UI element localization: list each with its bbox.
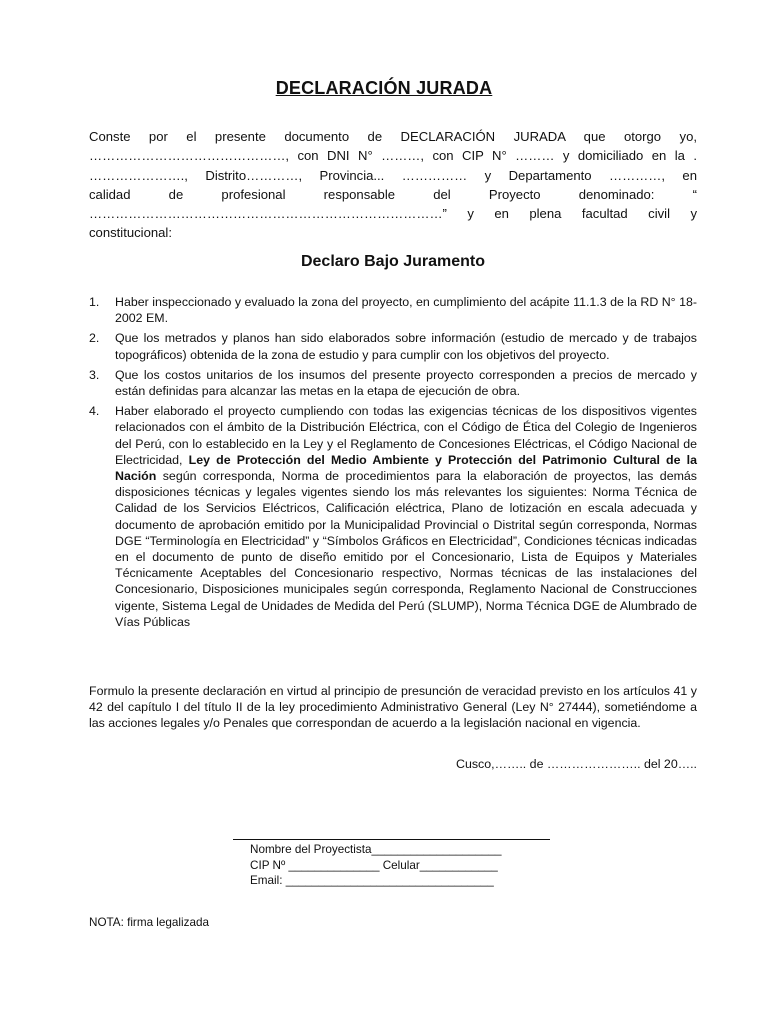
intro-line: calidad de profesional responsable del Proyecto denominado: “ <box>89 186 697 202</box>
document-title: DECLARACIÓN JURADA <box>275 78 493 98</box>
section-heading: Declaro Bajo Juramento <box>300 253 486 270</box>
list-item <box>89 403 697 630</box>
list-item <box>89 330 697 362</box>
list-item <box>89 367 697 399</box>
signer-email-field: Email: ________________________________ <box>250 874 494 887</box>
signature-block <box>250 842 550 889</box>
item-number: 1. <box>89 295 100 309</box>
declaration-list <box>89 294 697 634</box>
item-number: 2. <box>89 331 100 346</box>
intro-line: ………………………………………………………………………” y en plena facultad civil y <box>89 206 697 222</box>
intro-line: ………………………………………, con DNI N° ………, con CIP N° ……… y domiciliado en la . <box>89 148 697 164</box>
list-item <box>89 294 697 326</box>
intro-line: …………………., Distrito…………, Provincia... …………… y Departamento …………, en <box>89 167 697 183</box>
signature-line <box>233 839 550 840</box>
item-text-bold: Ley de Protección del Medio Ambiente y Protección del Patrimonio Cultural de la Nación <box>115 452 697 484</box>
item-number: 4. <box>89 404 100 419</box>
intro-line: Conste por el presente documento de DECLARACIÓN JURADA que otorgo yo, <box>89 129 697 144</box>
item-number: 3. <box>89 367 100 382</box>
place-date-line: Cusco,…….. de ………………….. del 20….. <box>456 757 697 771</box>
item-text: según corresponda, Norma de procedimientos para la elaboración de proyectos, las demás disposiciones técnicas y legales vigentes siendo los más relevantes los siguientes: Norma Técnica de Calidad de los Servicios Eléctricos, Calificación eléctrica, Plano de lotización en escala adecuada y documento de aprobación emitido por la Municipalidad Provincial o Distrital según corresponda, Normas DGE “Terminología en Electricidad” y “Símbolos Gráficos en Electricidad”, Condiciones técnicas indicadas en el documento de punto de diseño emitido por el Concesionario, Lista de Equipos y Materiales Técnicamente Aceptables del Concesionario respectivo, Normas técnicas de las instalaciones del Concesionario, Disposiciones municipales según corresponda, Reglamento Nacional de Construcciones vigente, Sistema Legal de Unidades de Medida del Perú (SLUMP), Norma Técnica DGE de Alumbrado de Vías Públicas <box>115 469 697 629</box>
item-text: Que los costos unitarios de los insumos del presente proyecto corresponden a precios de mercado y están definidas para alcanzar las metas en la etapa de ejecución de obra. <box>115 367 697 399</box>
footer-note: NOTA: firma legalizada <box>89 916 209 929</box>
signer-name-field: Nombre del Proyectista____________________ <box>250 843 502 856</box>
item-text: Haber inspeccionado y evaluado la zona del proyecto, en cumplimiento del acápite 11.1.3 de la RD N° 18-2002 EM. <box>115 295 697 326</box>
signer-cip-phone-field: CIP Nº ______________ Celular____________ <box>250 858 498 872</box>
intro-paragraph <box>89 127 697 243</box>
item-text: Que los metrados y planos han sido elaborados sobre información (estudio de mercado y de trabajos topográficos) obtenida de la zona de estudio y para cumplir con los objetivos del proyecto. <box>115 331 697 362</box>
intro-line: constitucional: <box>89 225 172 241</box>
item-text: Haber elaborado el proyecto cumpliendo con todas las exigencias técnicas de los dispositivos vigentes relacionados con el ámbito de la Distribución Eléctrica, con el Código de Ética del Colegio de Ingenieros del Perú, con lo establecido en la Ley y el Reglamento de Concesiones Eléctricas, el Código Nacional de Electricidad, <box>115 404 697 467</box>
closing-paragraph: Formulo la presente declaración en virtud al principio de presunción de veracidad previsto en los artículos 41 y 42 del capítulo I del título II de la ley procedimiento Administrativo General (Ley N° 27444), sometiéndome a las acciones legales y/o Penales que correspondan de acuerdo a la legislación nacional en vigencia. <box>89 684 697 731</box>
